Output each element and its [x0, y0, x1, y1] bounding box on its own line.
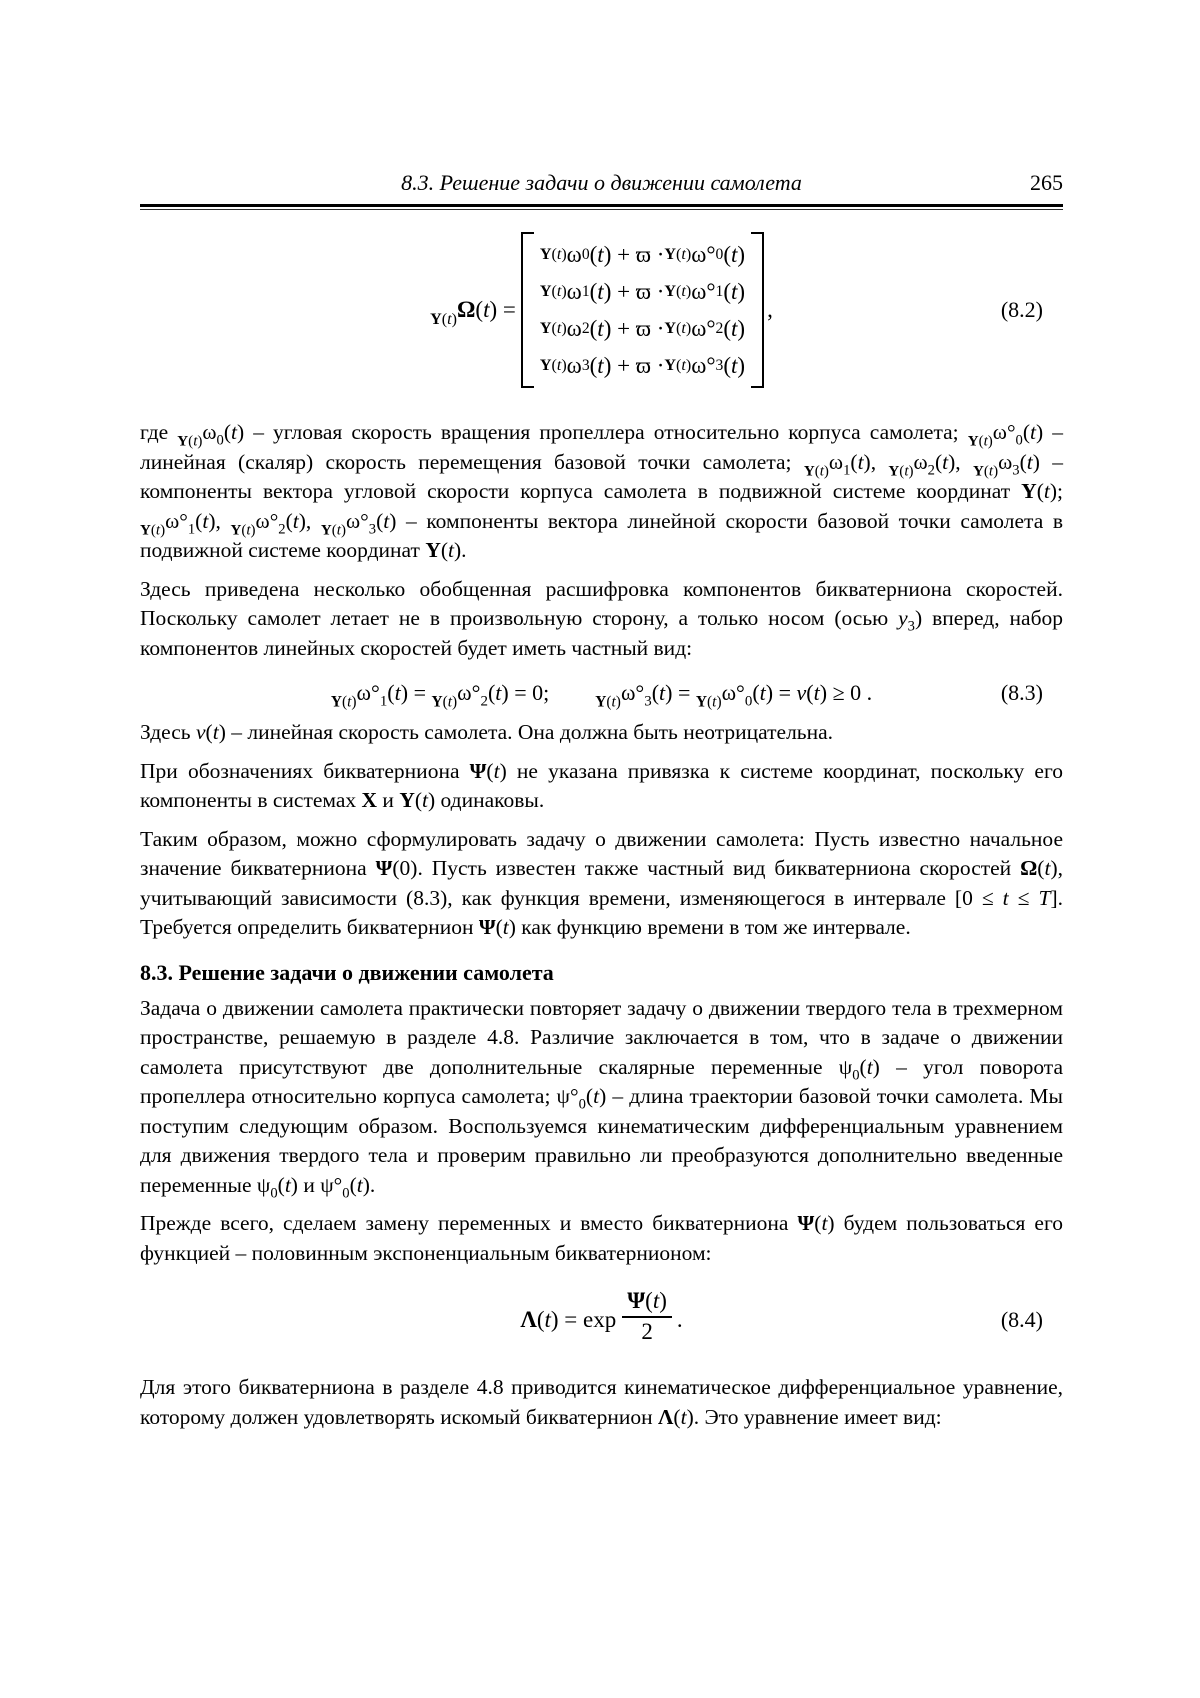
matrix-left-bracket	[521, 232, 534, 388]
running-header-title: 8.3. Решение задачи о движении самолета	[401, 170, 802, 195]
paragraph-variable-change: Прежде всего, сделаем замену переменных и вместо бикватерниона Ψ(t) будем пользоваться его функцией – половинным экспоненциальным бикватернионом:	[140, 1211, 1064, 1265]
equation-8-3	[140, 680, 1063, 711]
eq83-number: (8.3)	[1000, 680, 1043, 705]
matrix-row: Y(t) ω 0 ( t ) + ϖ · Y(t) ω° 0 ( t )	[539, 241, 746, 267]
eq84-lhs: Λ(t) = exp	[520, 1306, 617, 1332]
eq84-fraction	[622, 1288, 672, 1345]
matrix-row: Y(t) ω 1 ( t ) + ϖ · Y(t) ω° 1 ( t )	[539, 278, 746, 304]
paragraph-where-definitions: где $_{Y(t)}\omega_0(t)$ – угловая скорость вращения пропеллера относительно корпуса самолета; $_{Y(t)}\omega^\circ_0(t)$ – линейная (скаляр) скорость перемещения базовой точки самолета; $_{Y(t)}\omega_1(t)$, $_{Y(t)}\omega_2(t)$, $_{Y(t)}\omega_3(t)$ – компоненты вектора угловой скорости корпуса самолета в подвижной системе координат Y(t); $_{Y(t)}\omega^\circ_1(t)$, $_{Y(t)}\omega^\circ_2(t)$, $_{Y(t)}\omega^\circ_3(t)$ – компоненты вектора линейной скорости базовой точки самолета в подвижной системе координат Y(t).	[140, 420, 1063, 562]
eq82-lhs: $_{Y(t)}$Ω(t) =	[430, 297, 516, 328]
eq84-fraction-denominator: 2	[641, 1319, 653, 1344]
page-number: 265	[1030, 170, 1063, 195]
eq82-number: (8.2)	[1000, 297, 1043, 322]
running-header	[140, 170, 1063, 198]
matrix-column	[534, 232, 751, 388]
paragraph-linear-speed: Здесь v(t) – линейная скорость самолета. Она должна быть неотрицательна.	[140, 720, 834, 744]
eq82-trailing-comma: ,	[767, 297, 773, 322]
paragraph-solution-intro: Задача о движении самолета практически повторяет задачу о движении твердого тела в трехмерном пространстве, решаемую в разделе 4.8. Различие заключается в том, что в задаче о движении самолета присутствуют две дополнительные скалярные переменные $\psi_0(t)$ – угол поворота пропеллера относительно корпуса самолета; $\psi^\circ_0(t)$ – длина траектории базовой точки самолета. Мы поступим следующим образом. Воспользуемся кинематическим дифференциальным уравнением для движения твердого тела и проверим правильно ли преобразуются дополнительно введенные переменные $\psi_0(t)$ и $\psi^\circ_0(t)$.	[140, 995, 1063, 1201]
matrix-row: Y(t) ω 3 ( t ) + ϖ · Y(t) ω° 3 ( t )	[539, 352, 746, 378]
matrix	[521, 232, 764, 388]
eq83-body: $_{Y(t)}\omega^\circ_1(t) = _{Y(t)}\omega^\circ_2(t) = 0$; $_{Y(t)}\omega^\circ_3(t) = _{Y(t)}\omega^\circ_0(t) = v(t) \ge 0$ .	[330, 680, 873, 711]
equation-8-2	[140, 232, 1063, 388]
header-rule	[140, 204, 1063, 210]
paragraph-generalized-decoding: Здесь приведена несколько обобщенная расшифровка компонентов бикватерниона скоростей. Поскольку самолет летает не в произвольную сторону, а только носом (осью $y_3$) вперед, набор компонентов линейных скоростей будет иметь частный вид:	[140, 576, 1064, 660]
eq84-number: (8.4)	[1000, 1306, 1043, 1332]
section-heading: 8.3. Решение задачи о движении самолета	[140, 959, 554, 985]
equation-8-4	[140, 1288, 1063, 1351]
paragraph-problem-statement: Таким образом, можно сформулировать задачу о движении самолета: Пусть известно начальное значение бикватерниона Ψ(0). Пусть известен также частный вид бикватерниона скоростей Ω(t), учитывающий зависимости (8.3), как функция времени, изменяющегося в интервале [0 ≤ t ≤ T]. Требуется определить бикватернион Ψ(t) как функцию времени в том же интервале.	[140, 826, 1063, 939]
matrix-right-bracket	[751, 232, 764, 388]
matrix-row: Y(t) ω 2 ( t ) + ϖ · Y(t) ω° 2 ( t )	[539, 315, 746, 341]
eq84-fraction-numerator: Ψ(t)	[622, 1288, 672, 1318]
paragraph-kinematic-equation: Для этого бикватерниона в разделе 4.8 приводится кинематическое дифференциальное уравнение, которому должен удовлетворять искомый бикватернион Λ(t). Это уравнение имеет вид:	[140, 1375, 1063, 1429]
paragraph-notation-note: При обозначениях бикватерниона Ψ(t) не указана привязка к системе координат, поскольку его компоненты в системах X и Y(t) одинаковы.	[140, 758, 1063, 812]
eq84-period: .	[676, 1306, 683, 1332]
